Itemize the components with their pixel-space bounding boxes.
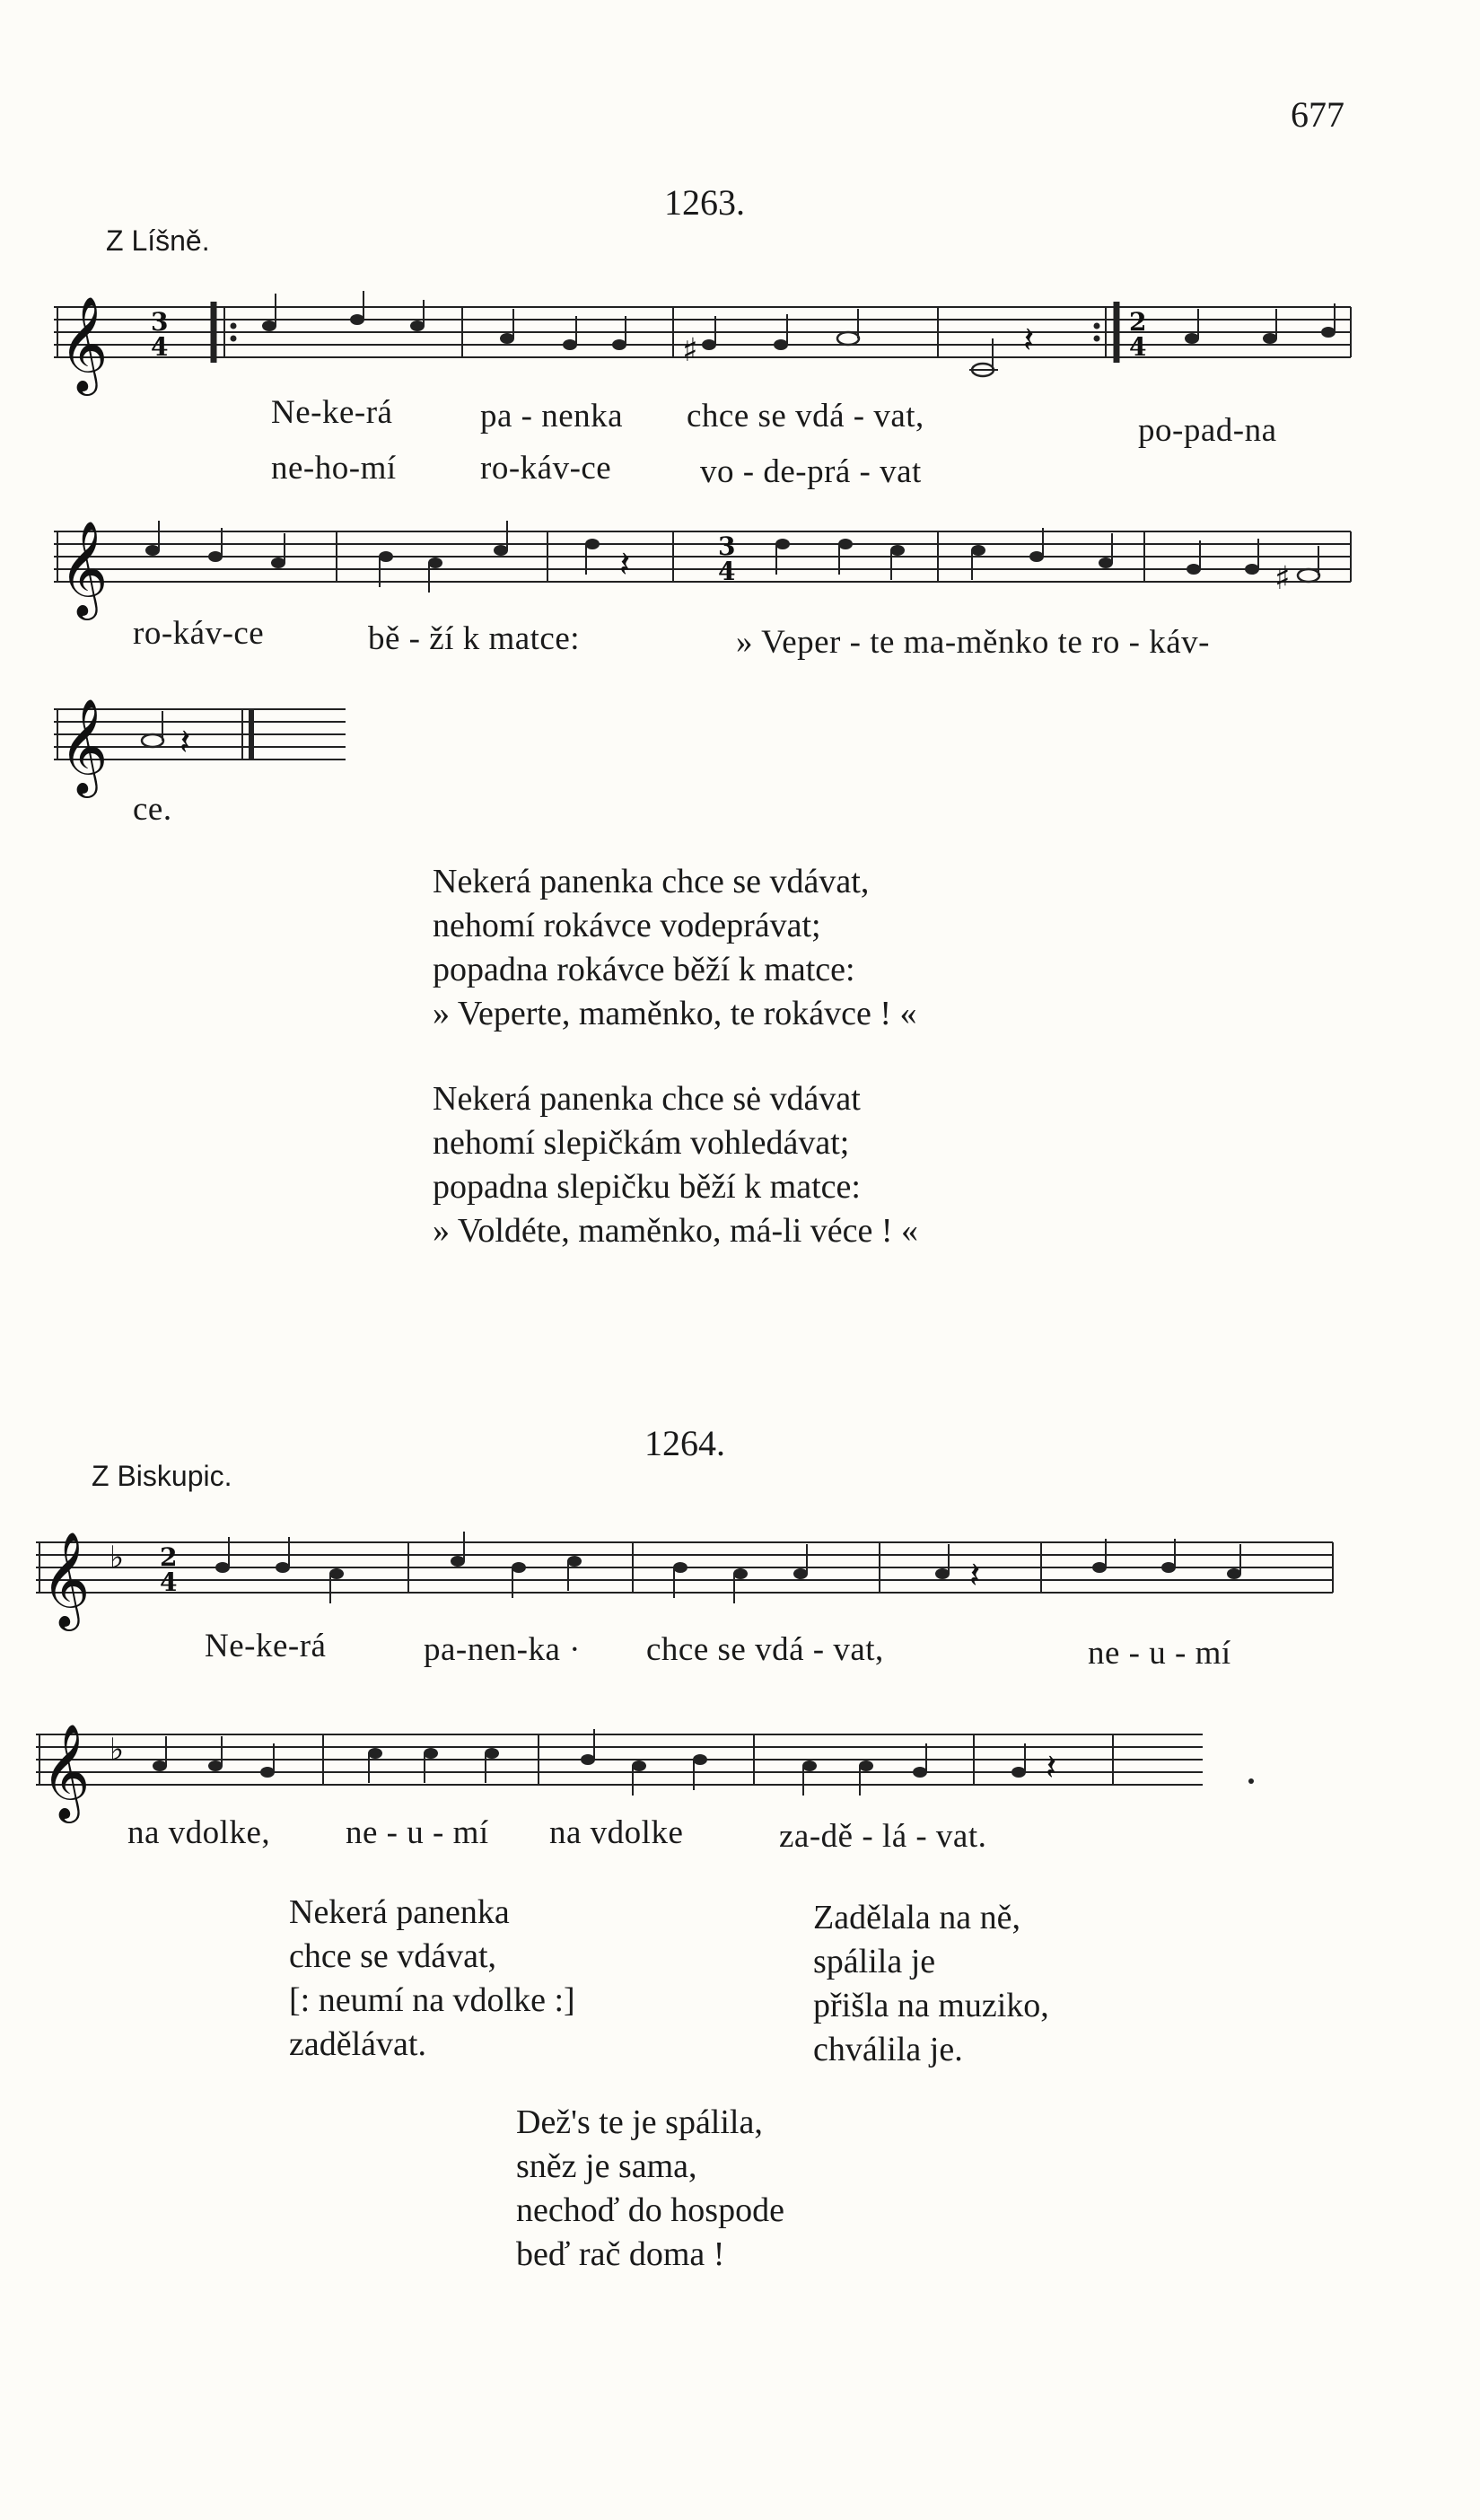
time-signature-bottom: 4	[718, 557, 736, 586]
lyric-syllables: Ne-ke-rá	[205, 1628, 327, 1664]
flat-icon: ♭	[109, 1540, 125, 1576]
music-staff	[54, 691, 359, 794]
verse-line: Zadělala na ně,	[813, 1899, 1021, 1936]
verse-line: chce se vdávat,	[289, 1937, 497, 1975]
time-signature-bottom: 4	[160, 1567, 178, 1597]
verse-line: nehomí rokávce vodeprávat;	[433, 907, 821, 944]
verse-stanza	[813, 1896, 1049, 2072]
verse-stanza	[516, 2101, 784, 2277]
time-signature-bottom: 4	[1129, 332, 1147, 362]
lyric-syllables: ne-ho-mí	[271, 450, 397, 487]
flat-icon: ♭	[109, 1732, 125, 1768]
music-staff	[36, 1524, 1346, 1627]
verse-line: » Voldéte, maměnko, má-li véce ! «	[433, 1212, 918, 1250]
treble-clef-icon: 𝄞	[59, 698, 109, 794]
verse-line: Nekerá panenka chce sė vdávat	[433, 1080, 861, 1118]
time-signature-top: 3	[718, 531, 736, 561]
sharp-icon: ♯	[1274, 560, 1291, 597]
page-number: 677	[1291, 94, 1344, 135]
treble-clef-icon: 𝄞	[59, 295, 109, 391]
time-signature-top: 2	[1129, 307, 1147, 337]
verse-line: sněz je sama,	[516, 2147, 697, 2185]
verse-line: spálila je	[813, 1943, 936, 1980]
lyric-syllables: na vdolke	[549, 1814, 684, 1851]
verse-line: přišla na muziko,	[813, 1987, 1049, 2024]
verse-line: » Veperte, maměnko, te rokávce ! «	[433, 995, 917, 1032]
notes	[262, 291, 425, 331]
verse-line: chválila je.	[813, 2031, 963, 2068]
treble-clef-icon: 𝄞	[41, 1723, 91, 1819]
music-staff	[54, 514, 1355, 616]
lyric-syllables: vo - de-prá - vat	[700, 453, 922, 490]
lyric-syllables: chce se vdá - vat,	[687, 398, 924, 435]
verse-line: popadna slepičku běží k matce:	[433, 1168, 861, 1206]
verse-stanza	[433, 1077, 918, 1253]
verse-line: [: neumí na vdolke :]	[289, 1981, 575, 2019]
lyric-syllables: pa - nenka	[480, 398, 624, 435]
lyric-syllables: chce se vdá - vat,	[646, 1631, 884, 1668]
song-origin: Z Líšně.	[106, 224, 210, 257]
lyric-syllables: na vdolke,	[127, 1814, 271, 1851]
lyric-syllables: po-pad-na	[1138, 412, 1277, 449]
verse-line: beď rač doma !	[516, 2235, 725, 2273]
verse-stanza	[433, 860, 917, 1036]
verse-stanza	[289, 1891, 575, 2067]
treble-clef-icon: 𝄞	[41, 1531, 91, 1627]
music-staff	[54, 289, 1355, 391]
verse-line: popadna rokávce běží k matce:	[433, 951, 855, 988]
lyric-syllables: » Veper - te ma-měnko te ro - káv-	[736, 624, 1210, 661]
verse-line: Nekerá panenka	[289, 1893, 510, 1931]
lyric-syllables: ce.	[133, 791, 172, 828]
music-staff	[36, 1717, 1310, 1819]
lyric-syllables: Ne-ke-rá	[271, 394, 393, 431]
song-origin: Z Biskupic.	[92, 1460, 232, 1492]
lyric-syllables: ro-káv-ce	[480, 450, 612, 487]
song-number: 1264.	[644, 1423, 725, 1463]
lyric-syllables: ne - u - mí	[346, 1814, 489, 1851]
rest-icon: 𝄽	[619, 544, 631, 585]
staff-lines	[54, 307, 1351, 357]
verse-line: nechoď do hospode	[516, 2191, 784, 2229]
lyric-syllables: ne - u - mí	[1088, 1635, 1231, 1672]
lyric-syllables: pa-nen-ka ·	[424, 1631, 581, 1668]
verse-line: Dež's te je spálila,	[516, 2103, 763, 2141]
rest-icon: 𝄽	[180, 722, 191, 763]
sharp-icon: ♯	[682, 332, 698, 369]
lyric-syllables: ro-káv-ce	[133, 615, 265, 652]
verse-line: nehomí slepičkám vohledávat;	[433, 1124, 850, 1162]
verse-line: Nekerá panenka chce se vdávat,	[433, 863, 870, 900]
time-signature-top: 3	[151, 307, 169, 337]
verse-line: zadělávat.	[289, 2025, 426, 2063]
time-signature-top: 2	[160, 1542, 178, 1572]
rest-icon: 𝄽	[1046, 1747, 1057, 1788]
time-signature-bottom: 4	[151, 332, 169, 362]
lyric-syllables: bě - ží k matce:	[368, 620, 581, 657]
song-number: 1263.	[664, 182, 745, 223]
rest-icon: 𝄽	[1023, 320, 1035, 361]
lyric-syllables: za-dě - lá - vat.	[779, 1818, 987, 1855]
treble-clef-icon: 𝄞	[59, 520, 109, 616]
rest-icon: 𝄽	[969, 1555, 981, 1596]
